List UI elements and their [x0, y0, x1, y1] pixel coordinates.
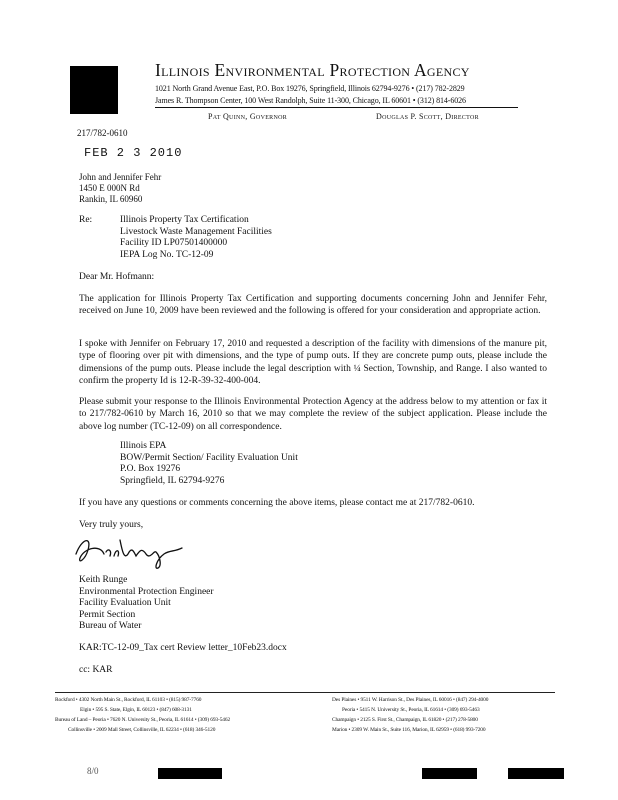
re-line: IEPA Log No. TC-12-09 [120, 249, 214, 260]
footer-office-right: Des Plaines • 9511 W. Harrison St., Des Plaines, IL 60016 • (847) 294-4000 [332, 697, 489, 703]
signer-section: Permit Section [79, 609, 136, 620]
recipient-line: 1450 E 000N Rd [79, 182, 140, 193]
governor-name: Pat Quinn, Governor [208, 112, 288, 121]
phone-reference: 217/782-0610 [77, 128, 128, 138]
closing: Very truly yours, [79, 520, 144, 530]
re-subject [120, 215, 272, 261]
body-paragraph-3: Please submit your response to the Illinois Environmental Protection Agency at the address below to my attention or fax it to 217/782-0610 by March 16, 2010 so that we may complete the review of the subject application. Please include the above log number (TC-12-09) on all correspondence. [79, 397, 547, 432]
re-line: Illinois Property Tax Certification [120, 215, 249, 225]
footer-office-right: Champaign • 2125 S. First St., Champaign, IL 61820 • (217) 278-5800 [332, 717, 478, 723]
footer-office-left: Bureau of Land – Peoria • 7620 N. University St., Peoria, IL 61614 • (309) 693-5462 [55, 717, 231, 723]
footer-office-right: Marion • 2309 W. Main St., Suite 116, Marion, IL 62959 • (618) 993-7200 [332, 727, 486, 733]
letterhead-divider [155, 107, 518, 108]
agency-address-chicago: James R. Thompson Center, 100 West Randolph, Suite 11-300, Chicago, IL 60601 • (312) 814-6026 [155, 96, 466, 105]
footer-office-left: Collinsville • 2009 Mall Street, Collinsville, IL 62234 • (618) 346-5120 [68, 727, 216, 733]
redaction-bar [508, 768, 564, 779]
footer-office-left: Elgin • 595 S. State, Elgin, IL 60123 • (847) 608-3131 [80, 707, 192, 713]
body-paragraph-2: I spoke with Jennifer on February 17, 2010 and requested a description of the facility with dimensions of the manure pit, type of flooring over pit with dimensions, and the type of pump outs. If they are concrete pump outs, please include the dimensions of the pump outs. Please include the legal description with ¼ Section, Township, and Range. I also wanted to confirm the property Id is 12-R-39-32-400-004. [79, 339, 547, 387]
file-reference: KAR:TC-12-09_Tax cert Review letter_10Feb23.docx [79, 643, 287, 653]
director-name: Douglas P. Scott, Director [376, 112, 479, 121]
mailing-line: Springfield, IL 62794-9276 [120, 475, 225, 486]
agency-name: Illinois Environmental Protection Agency [155, 60, 470, 80]
signature [70, 530, 190, 570]
body-paragraph-4: If you have any questions or comments concerning the above items, please contact me at 217/782-0610. [79, 498, 475, 508]
re-label: Re: [79, 215, 93, 225]
signer-unit: Facility Evaluation Unit [79, 598, 171, 609]
recipient-line: John and Jennifer Fehr [79, 172, 162, 182]
signer-name: Keith Runge [79, 575, 128, 585]
mailing-address [120, 441, 298, 487]
recipient-line: Rankin, IL 60960 [79, 193, 143, 204]
mailing-line: Illinois EPA [120, 441, 167, 451]
mailing-line: P.O. Box 19276 [120, 464, 181, 475]
signer-title: Environmental Protection Engineer [79, 586, 214, 597]
re-line: Facility ID LP07501400000 [120, 238, 228, 249]
body-paragraph-1: The application for Illinois Property Tax Certification and supporting documents concerning John and Jennifer Fehr, received on June 10, 2009 have been reviewed and the following is offered for your consideration and appropriate action. [79, 294, 547, 317]
re-line: Livestock Waste Management Facilities [120, 226, 272, 237]
footer-divider [55, 692, 555, 693]
footer-office-right: Peoria • 5415 N. University St., Peoria, IL 61614 • (309) 693-5463 [342, 707, 480, 713]
page-mark: 8/0 [87, 766, 99, 776]
signature-block [79, 575, 214, 633]
redaction-bar [158, 768, 222, 779]
mailing-line: BOW/Permit Section/ Facility Evaluation Unit [120, 452, 298, 463]
date-stamp: FEB 2 3 2010 [84, 146, 183, 160]
recipient-address [79, 172, 161, 205]
signer-bureau: Bureau of Water [79, 621, 142, 632]
agency-logo [70, 66, 118, 114]
agency-address-springfield: 1021 North Grand Avenue East, P.O. Box 19276, Springfield, Illinois 62794-9276 • (217) 782-2829 [155, 84, 465, 93]
redaction-bar [422, 768, 477, 779]
footer-office-left: Rockford • 4302 North Main St., Rockford, IL 61103 • (815) 987-7760 [55, 697, 202, 703]
salutation: Dear Mr. Hofmann: [79, 272, 155, 282]
cc-line: cc: KAR [79, 665, 113, 675]
